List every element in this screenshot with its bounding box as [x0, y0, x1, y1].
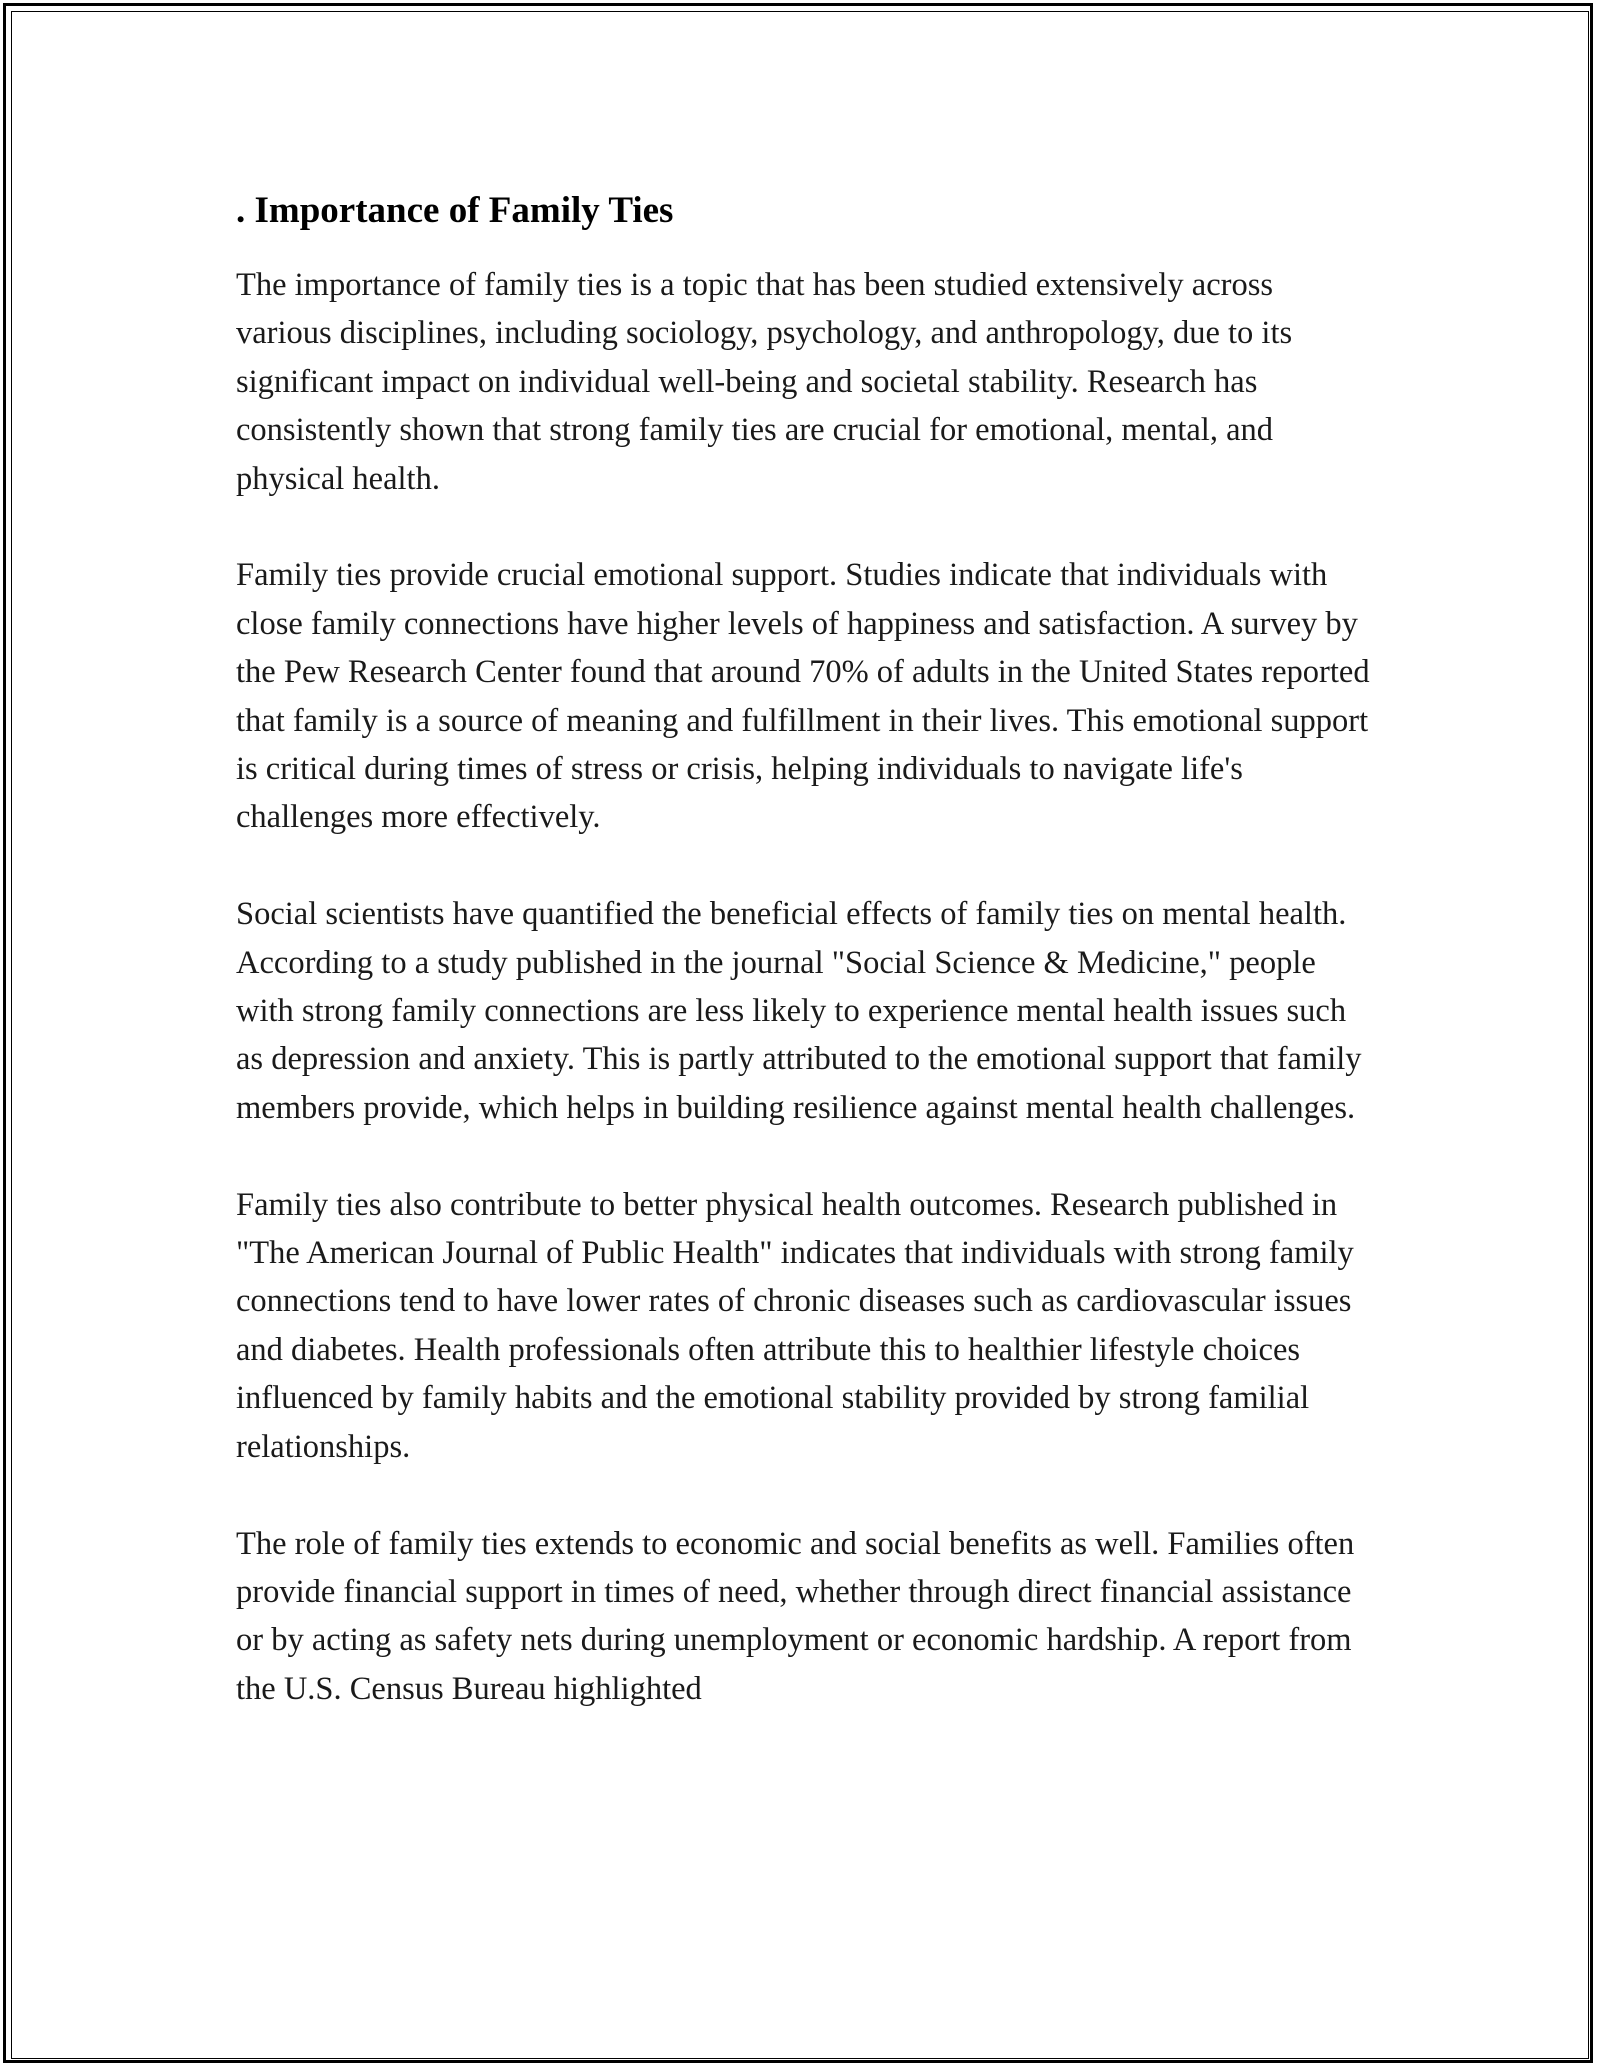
- document-body: [236, 187, 1376, 1713]
- paragraph-mental-health: Social scientists have quantified the beneficial effects of family ties on mental health. According to a study published in the journal "Social Science & Medicine," people with strong family connections are less likely to experience mental health issues such as depression and anxiety. This is partly attributed to the emotional support that family members provide, which helps in building resilience against mental health challenges.: [236, 896, 1362, 1126]
- paragraph-economic-social: The role of family ties extends to economic and social benefits as well. Families often provide financial support in times of need, whether through direct financial assistance or by acting as safety nets during unemployment or economic hardship. A report from the U.S. Census Bureau highlighted: [236, 1525, 1355, 1707]
- paragraph-emotional-support: Family ties provide crucial emotional support. Studies indicate that individuals with close family connections have higher levels of happiness and satisfaction. A survey by the Pew Research Center found that around 70% of adults in the United States reported that family is a source of meaning and fulfillment in their lives. This emotional support is critical during times of stress or crisis, helping individuals to navigate life's challenges more effectively.: [236, 557, 1370, 836]
- paragraph-intro: The importance of family ties is a topic that has been studied extensively across various disciplines, including sociology, psychology, and anthropology, due to its significant impact on individual well-being and societal stability. Research has consistently shown that strong family ties are crucial for emotional, mental, and physical health.: [236, 267, 1293, 497]
- section-heading: . Importance of Family Ties: [236, 190, 674, 231]
- paragraph-physical-health: Family ties also contribute to better physical health outcomes. Research published in "The American Journal of Public Health" indicates that individuals with strong family connections tend to have lower rates of chronic diseases such as cardiovascular issues and diabetes. Health professionals often attribute this to healthier lifestyle choices influenced by family habits and the emotional stability provided by strong familial relationships.: [236, 1186, 1354, 1465]
